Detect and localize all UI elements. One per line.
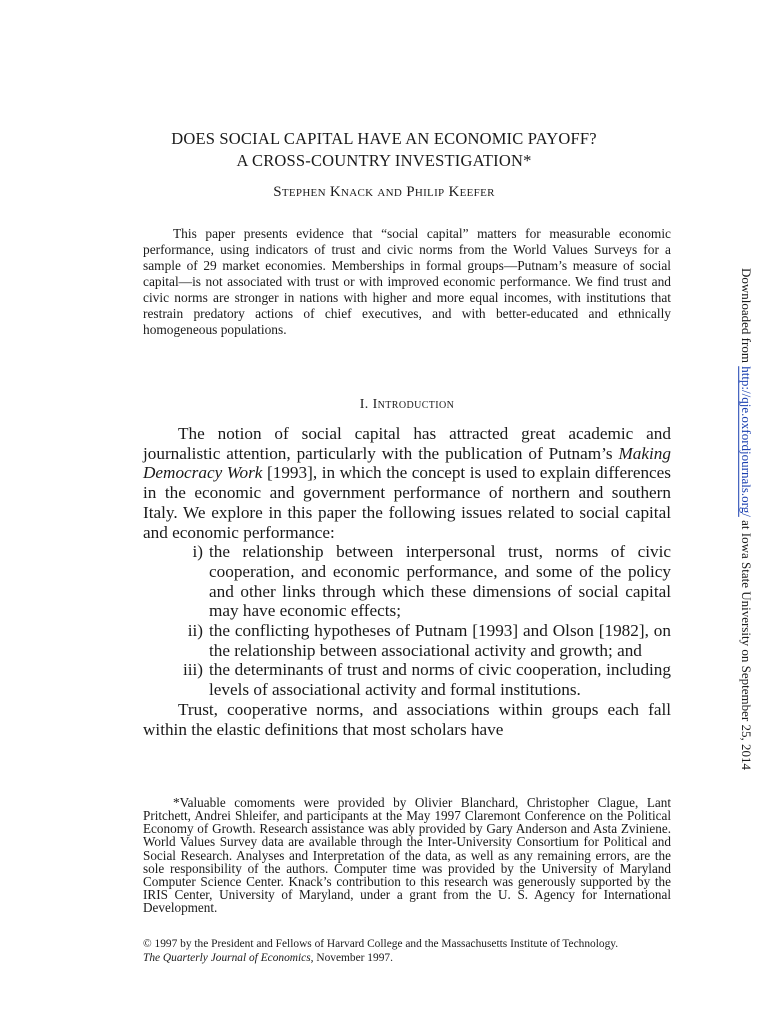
list-item-text: the conflicting hypotheses of Putnam [1993] and Olson [1982], on the relationship between associational activity and growth; and [209, 621, 671, 660]
list-item-number: ii) [187, 621, 203, 641]
journal-date: November 1997. [313, 951, 393, 964]
footnote-text: *Valuable comoments were provided by Olivier Blanchard, Christopher Clague, Lant Pritchett, Andrei Shleifer, and participants at the May 1997 Claremont Conference on the Political Economy of Growth. Research assistance was ably provided by Gary Anderson and Asta Zviniene. World Values Survey data are available through the Inter-University Consortium for Political and Social Research. Analyses and Interpretation of the data, as well as any remaining errors, are the sole responsibility of the authors. Computer time was provided by the University of Maryland Computer Science Center. Knack’s contribution to this research was generously supported by the IRIS Center, University of Maryland, under a grant from the U. S. Agency for International Development. [143, 795, 671, 916]
journal-url-link[interactable]: http://qje.oxfordjournals.org/ [739, 366, 754, 517]
intro-text: The notion of social capital has attracted great academic and journalistic attention, particularly with the publication of Putnam’s [143, 424, 671, 463]
list-item-text: the determinants of trust and norms of civic cooperation, including levels of associational activity and formal institutions. [209, 660, 671, 700]
journal-citation [143, 952, 671, 966]
paper-title-line-2: A CROSS-COUNTRY INVESTIGATION* [236, 151, 532, 170]
paper-title-line-1: DOES SOCIAL CAPITAL HAVE AN ECONOMIC PAYOFF? [171, 129, 597, 148]
copyright-notice: © 1997 by the President and Fellows of Harvard College and the Massachusetts Institute of Technology. [143, 938, 619, 950]
watermark-prefix: Downloaded from [739, 268, 754, 367]
download-watermark [738, 268, 754, 770]
copyright-block [143, 938, 671, 966]
intro-text-continued: [1993], in which the concept is used to explain differences in the economic and government performance of northern and southern Italy. We explore in this paper the following issues related to social capital and economic performance: [143, 463, 671, 542]
list-item-number: iii) [182, 660, 203, 680]
list-item [143, 542, 671, 621]
list-item-number: i) [192, 542, 203, 562]
paper-authors: Stephen Knack and Philip Keefer [273, 184, 495, 200]
watermark-suffix: at Iowa State University on September 25, 2014 [739, 516, 754, 770]
issues-list [143, 542, 671, 700]
intro-paragraph-1 [143, 424, 671, 542]
introduction-body [143, 424, 671, 739]
list-item [143, 621, 671, 660]
footnote [143, 796, 671, 914]
list-item-text: the relationship between interpersonal trust, norms of civic cooperation, and economic performance, and some of the policy and other links through which these dimensions of social capital may have economic effects; [209, 542, 671, 621]
intro-paragraph-2: Trust, cooperative norms, and associations within groups each fall within the elastic definitions that most scholars have [143, 699, 671, 739]
section-heading: I. Introduction [359, 397, 455, 412]
list-item [143, 660, 671, 699]
book-title: Making Democracy Work [143, 443, 671, 483]
abstract: This paper presents evidence that “social capital” matters for measurable economic performance, using indicators of trust and civic norms from the World Values Surveys for a sample of 29 market economies. Memberships in formal groups—Putnam’s measure of social capital—is not associated with trust or with improved economic performance. We find trust and civic norms are stronger in nations with higher and more equal incomes, with institutions that restrain predatory actions of chief executives, and with better-educated and ethnically homogeneous populations. [143, 226, 671, 338]
journal-name: The Quarterly Journal of Economics, [143, 951, 314, 964]
